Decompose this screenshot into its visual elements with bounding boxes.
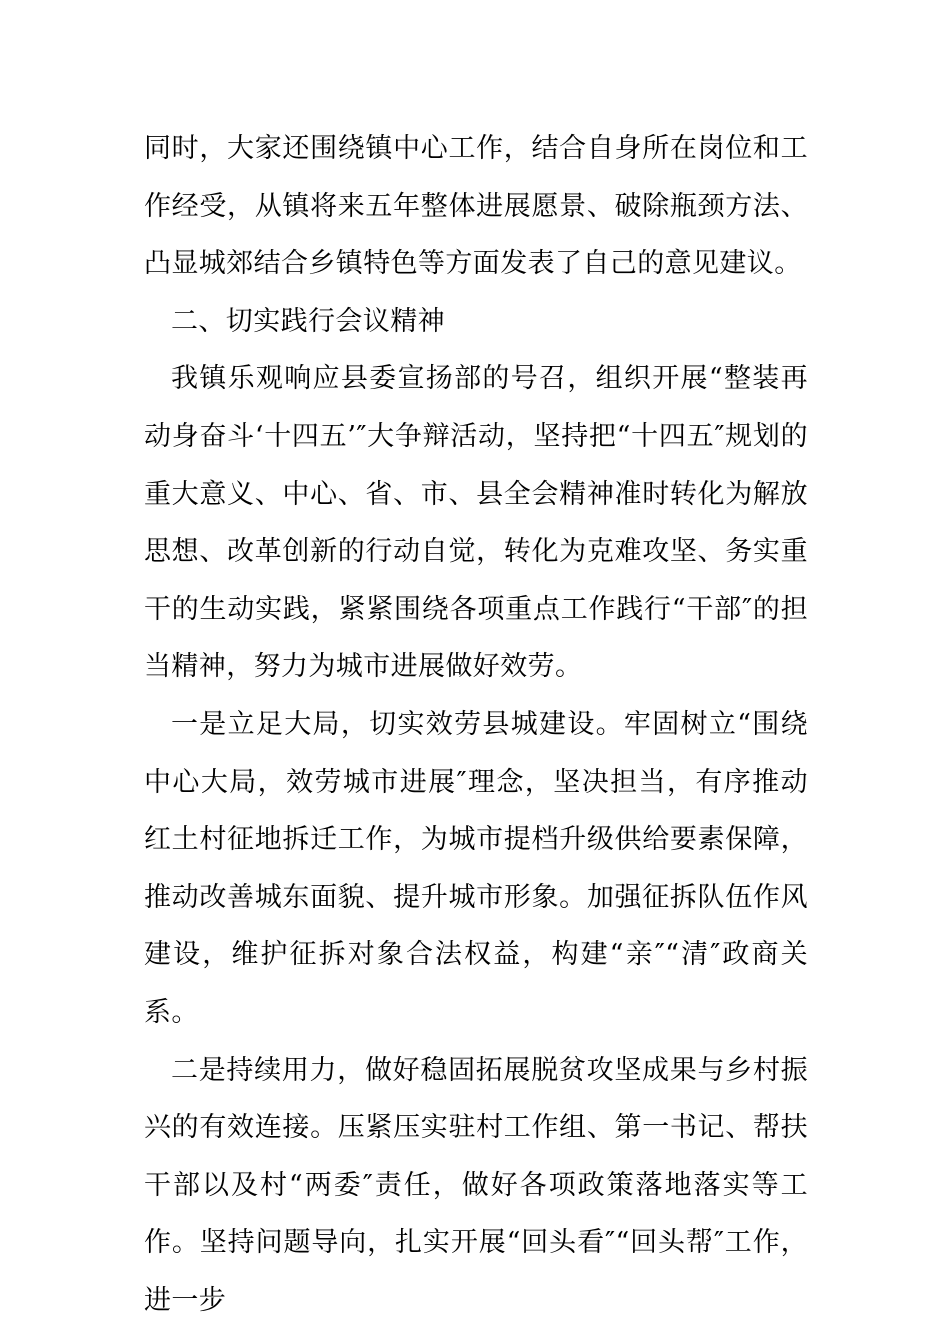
paragraph: 一是立足大局，切实效劳县城建设。牢固树立“围绕中心大局，效劳城市进展″理念，坚决担当，有序推动红土村征地拆迁工作，为城市提档升级供给要素保障，推动改善城东面貌、提升城市形象。加强征拆队伍作风建设，维护征拆对象合法权益，构建“亲″“清″政商关系。 xyxy=(144,708,808,1028)
document-body xyxy=(144,120,808,1329)
paragraph: 二是持续用力，做好稳固拓展脱贫攻坚成果与乡村振兴的有效连接。压紧压实驻村工作组、第一书记、帮扶干部以及村“两委″责任，做好各项政策落地落实等工作。坚持问题导向，扎实开展“回头看″“回头帮″工作，进一步 xyxy=(144,1054,808,1316)
paragraph-continuation: 同时，大家还围绕镇中心工作，结合自身所在岗位和工作经受，从镇将来五年整体进展愿景、破除瓶颈方法、凸显城郊结合乡镇特色等方面发表了自己的意见建议。 xyxy=(144,133,808,280)
section-heading: 二、切实践行会议精神 xyxy=(171,305,445,337)
paragraph: 我镇乐观响应县委宣扬部的号召，组织开展“整装再动身奋斗‘十四五’″大争辩活动，坚持把“十四五″规划的重大意义、中心、省、市、县全会精神准时转化为解放思想、改革创新的行动自觉，转化为克难攻坚、务实重干的生动实践，紧紧围绕各项重点工作践行“干部″的担当精神，努力为城市进展做好效劳。 xyxy=(144,363,808,683)
